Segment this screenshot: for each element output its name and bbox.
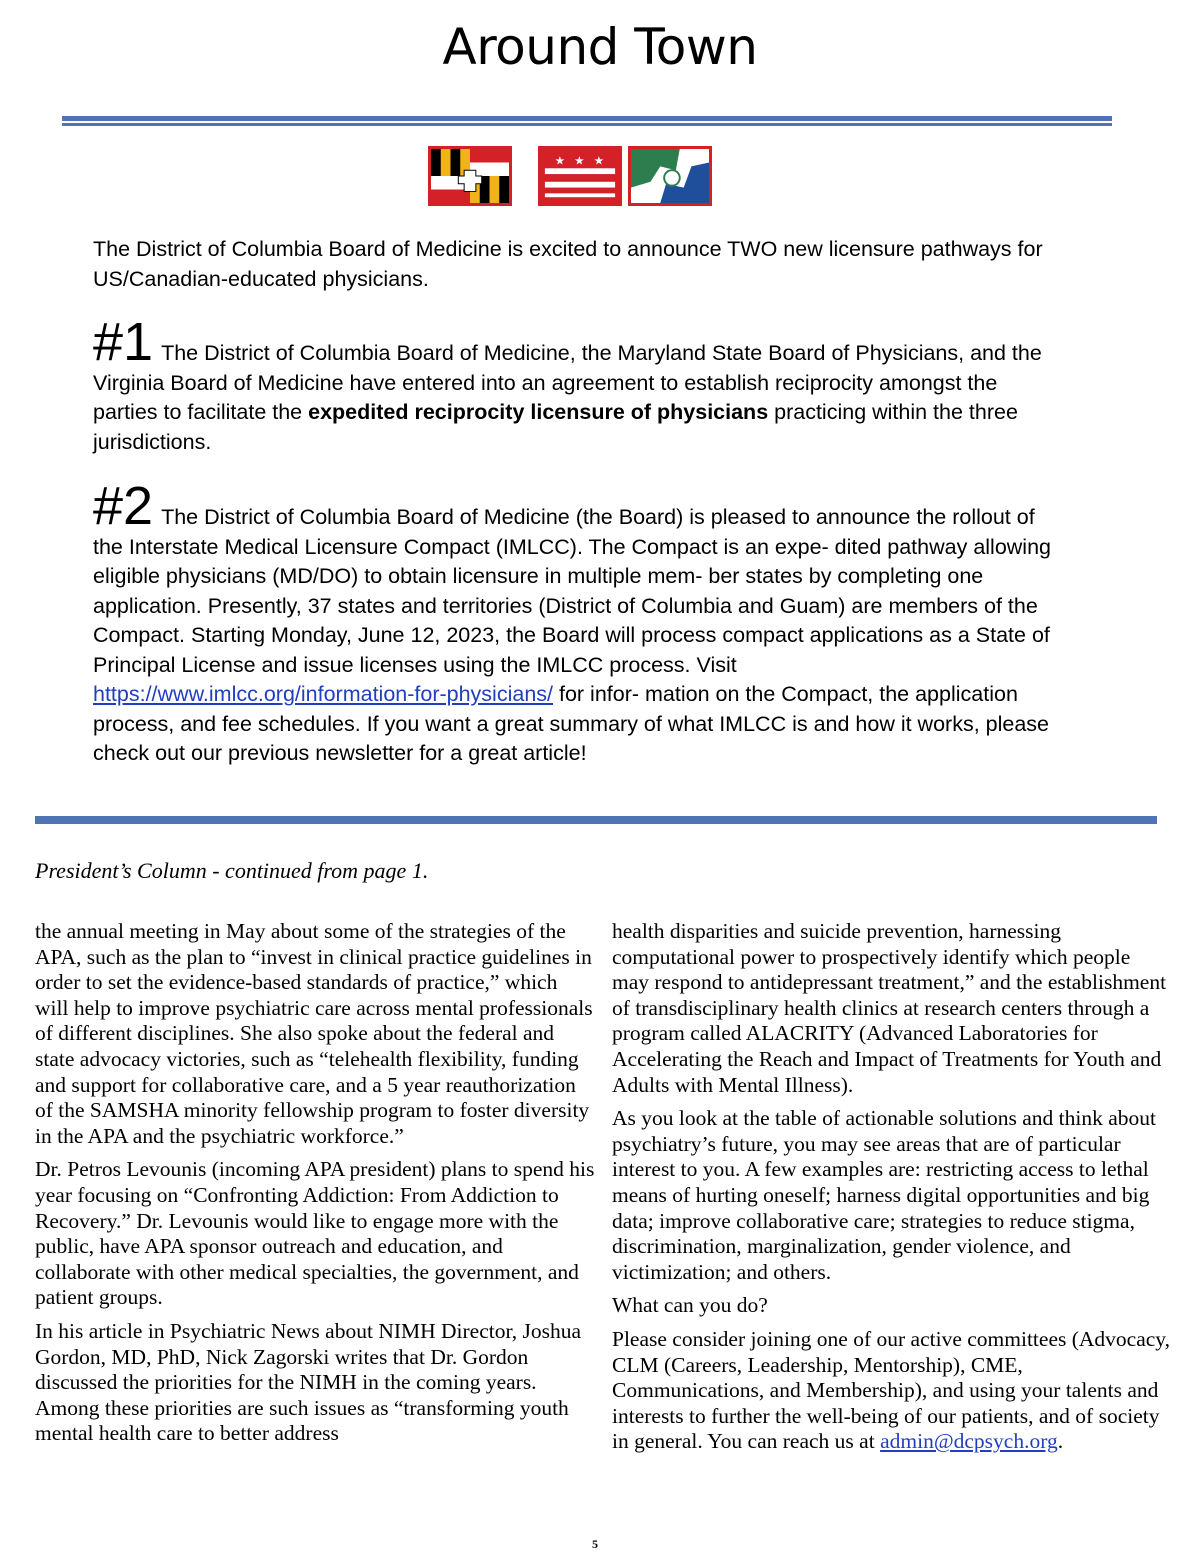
email-link[interactable]: admin@dcpsych.org xyxy=(880,1429,1058,1454)
paragraph: In his article in Psychiatric News about NIMH Director, Joshua Gordon, MD, PhD, Nick Zagorski writes that Dr. Gordon discussed the priorities for the NIMH in the coming years. Among these priorities are such issues as “transforming youth mental health care to better address xyxy=(35,1318,582,1446)
svg-text:★: ★ xyxy=(593,153,605,168)
announcement-item-2 xyxy=(93,476,1053,769)
section-divider xyxy=(35,816,1157,824)
paragraph: What can you do? xyxy=(612,1293,768,1318)
svg-text:★: ★ xyxy=(554,153,566,168)
paragraph-text: . xyxy=(1057,1429,1064,1454)
continued-label: President’s Column - continued from page 1. xyxy=(35,858,429,883)
paragraph: As you look at the table of actionable solutions and think about psychiatry’s future, you may see areas that are of particular interest to you. A few examples are: restricting access to lethal means of hurting oneself; harness digital opportunities and big data; improve collaborative care; strategies to reduce stigma, discrimination, marginalization, gender violence, and victimization; and others. xyxy=(612,1106,1156,1284)
page-number: 5 xyxy=(592,1537,598,1551)
paragraph: the annual meeting in May about some of the strategies of the APA, such as the plan to “invest in clinical practice guidelines in order to set the evidence-based standards of practice,” which will help to improve psychiatric care across mental professionals of different disciplines. She also spoke about the federal and state advocacy victories, such as “telehealth flexibility, funding and support for collaborative care, and a 5 year reauthorization of the SAMSHA minority fellowship program to foster diversity in the APA and the psychiatric workforce.” xyxy=(35,919,593,1148)
announcement-intro: The District of Columbia Board of Medicine is excited to announce TWO new licensure pathways for US/Canadian-educated physicians. xyxy=(93,237,1043,291)
announcement-item-1 xyxy=(93,312,1053,457)
paragraph: health disparities and suicide prevention, harnessing computational power to prospectively identify which people may respond to antidepressant treatment,” and the establishment of transdisciplinary health clinics at research centers through a program called ALACRITY (Advanced Laboratories for Accelerating the Reach and Impact of Treatments for Youth and Adults with Mental Illness). xyxy=(612,919,1167,1097)
item-text: The District of Columbia Board of Medicine, the Maryland State Board of Physicians, and the Virginia Board of Medicine have entered into an agreement to establish reciprocity amongst the parties to facilitate the xyxy=(93,341,1042,424)
page-title: Around Town xyxy=(442,18,758,76)
item-text: The District of Columbia Board of Medicine (the Board) is pleased to announce the rollout of the Interstate Medical Licensure Compact (IMLCC). The Compact is an expe- dited pathway allowing eligible physicians (MD/DO) to obtain licensure in multiple mem- ber states by completing one application. Presently, 37 states and territories (District of Columbia and Guam) are members of the Compact. Starting Monday, June 12, 2023, the Board will process compact applications as a State of Principal License and issue licenses using the IMLCC process. Visit xyxy=(93,505,1051,677)
item-text: practicing within the three jurisdictions. xyxy=(93,400,1018,454)
closing-paragraph xyxy=(612,1327,1172,1455)
header-divider-thin xyxy=(62,123,1112,126)
maryland-flag-icon xyxy=(428,146,512,206)
imlcc-link[interactable]: https://www.imlcc.org/information-for-physicians/ xyxy=(93,682,554,706)
svg-text:★: ★ xyxy=(574,153,585,168)
virginia-seal-icon xyxy=(628,146,712,206)
dc-flag-icon xyxy=(538,146,622,206)
paragraph: Dr. Petros Levounis (incoming APA president) plans to spend his year focusing on “Confronting Addiction: From Addiction to Recovery.” Dr. Levounis would like to engage more with the public, have APA sponsor outreach and education, and collaborate with other medical specialties, the government, and patient groups. xyxy=(35,1157,595,1310)
header-divider xyxy=(62,116,1112,121)
item-number: #1 xyxy=(93,312,154,372)
item-number: #2 xyxy=(93,476,154,536)
column-left xyxy=(35,919,595,1455)
column-right xyxy=(612,919,1172,1463)
item-text: for infor- mation on the Compact, the application process, and fee schedules. If you want a great summary of what IMLCC is and how it works, please check out our previous newsletter for a great article! xyxy=(93,682,1050,765)
jurisdiction-flags xyxy=(428,146,708,210)
paragraph-text: Please consider joining one of our active committees (Advocacy, CLM (Careers, Leadership, Mentorship), CME, Communications, and Membership), and using your talents and interests to further the well-being of our patients, and of society in general. You can reach us at xyxy=(612,1326,1171,1454)
item-text-bold: expedited reciprocity licensure of physicians xyxy=(308,400,769,424)
